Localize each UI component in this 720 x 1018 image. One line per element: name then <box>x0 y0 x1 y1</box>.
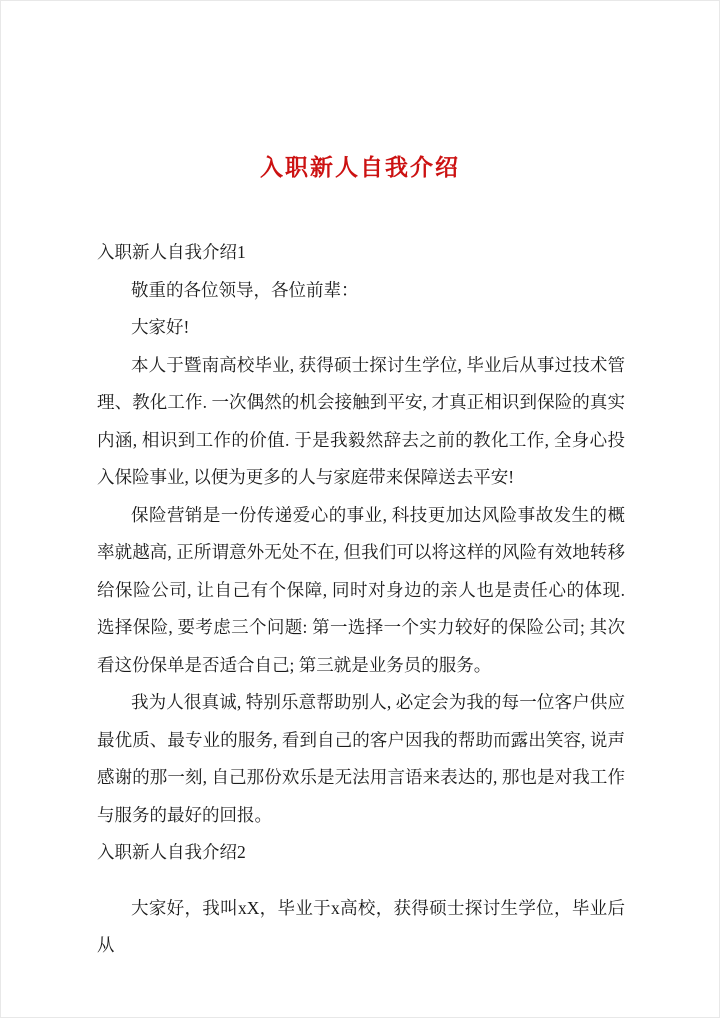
document-title: 入职新人自我介绍 <box>260 155 460 180</box>
paragraph-section-heading-1: 入职新人自我介绍1 <box>97 242 246 262</box>
paragraph-greeting: 大家好! <box>131 317 190 337</box>
paragraph-second-intro: 大家好，我叫xX，毕业于x高校，获得硕士探讨生学位，毕业后从 <box>97 897 625 955</box>
paragraph-section-heading-2: 入职新人自我介绍2 <box>97 842 246 862</box>
document-body <box>97 234 625 965</box>
paragraph-insurance-view: 保险营销是一份传递爱心的事业, 科技更加达风险事故发生的概率就越高, 正所谓意外无处不在, 但我们可以将这样的风险有效地转移给保险公司, 让自己有个保障, 同时对身边的亲人也是责任心的体现. 选择保险, 要考虑三个问题: 第一选择一个实力较好的保险公司; 其次看这份保单是否适合自己; 第三就是业务员的服务。 <box>97 504 625 675</box>
paragraph-intro-background: 本人于暨南高校毕业, 获得硕士探讨生学位, 毕业后从事过技术管理、教化工作. 一次偶然的机会接触到平安, 才真正相识到保险的真实内涵, 相识到工作的价值. 于是我毅然辞去之前的教化工作, 全身心投入保险事业, 以便为更多的人与家庭带来保障送去平安! <box>97 354 625 487</box>
paragraph-service-commitment: 我为人很真诚, 特别乐意帮助别人, 必定会为我的每一位客户供应最优质、最专业的服务, 看到自己的客户因我的帮助而露出笑容, 说声感谢的那一刻, 自己那份欢乐是无法用言语来表达的, 那也是对我工作与服务的最好的回报。 <box>97 692 625 825</box>
paragraph-salutation: 敬重的各位领导，各位前辈： <box>131 279 359 300</box>
